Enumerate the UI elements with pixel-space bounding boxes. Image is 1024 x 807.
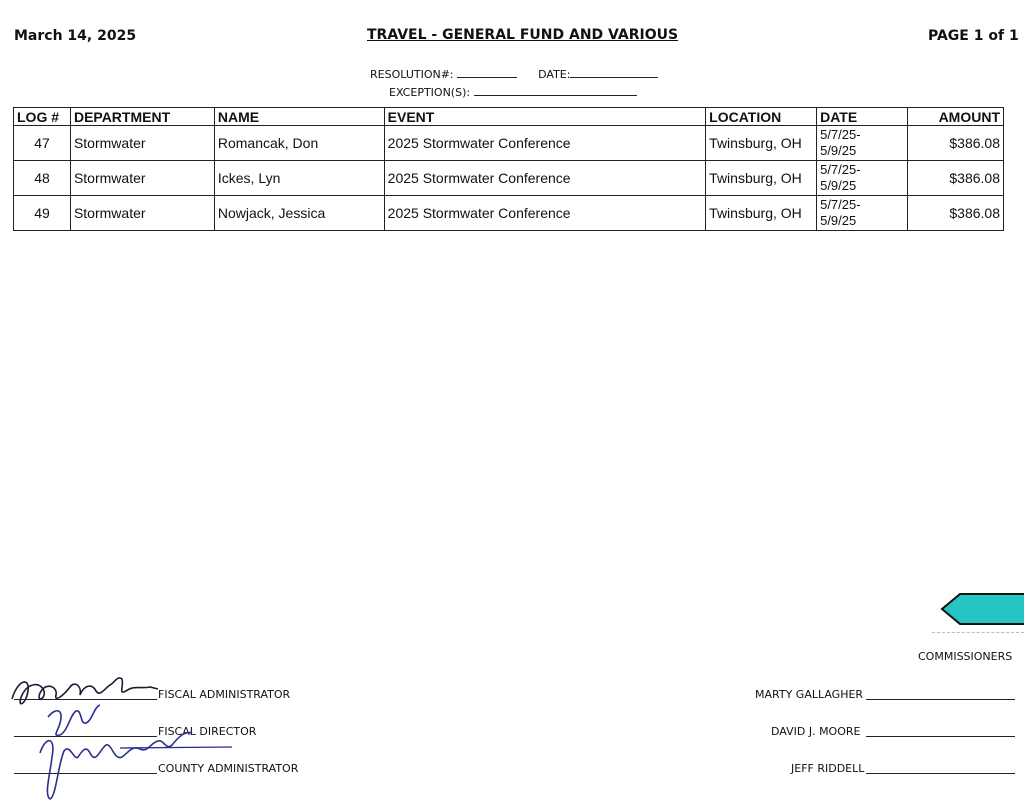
date-start: 5/7/25- <box>820 162 861 177</box>
label-fiscal-administrator: FISCAL ADMINISTRATOR <box>158 688 291 701</box>
col-header-location: LOCATION <box>706 108 817 126</box>
cell-date <box>817 126 908 161</box>
label-jeff-riddell: JEFF RIDDELL <box>791 762 865 775</box>
cell-date <box>817 196 908 231</box>
cell-amount: $386.08 <box>908 196 1004 231</box>
table-row <box>14 196 1004 231</box>
date-start: 5/7/25- <box>820 127 861 142</box>
col-header-name: NAME <box>214 108 384 126</box>
label-marty-gallagher: MARTY GALLAGHER <box>755 688 864 701</box>
exceptions-line <box>389 84 637 99</box>
cell-event: 2025 Stormwater Conference <box>384 126 706 161</box>
col-header-event: EVENT <box>384 108 706 126</box>
cell-date <box>817 161 908 196</box>
date-end: 5/9/25 <box>820 213 857 228</box>
label-david-moore: DAVID J. MOORE <box>771 725 861 738</box>
document-date: March 14, 2025 <box>14 28 137 44</box>
resolution-label: RESOLUTION#: <box>370 68 454 81</box>
col-header-date: DATE <box>817 108 908 126</box>
handwritten-signatures <box>0 665 240 805</box>
date-start: 5/7/25- <box>820 197 861 212</box>
resolution-blank <box>457 66 517 78</box>
signature-line-marty-gallagher <box>866 699 1015 700</box>
exceptions-blank <box>474 84 637 96</box>
table-header-row <box>14 108 1004 126</box>
cell-log: 47 <box>14 126 71 161</box>
col-header-amount: AMOUNT <box>908 108 1004 126</box>
label-fiscal-director: FISCAL DIRECTOR <box>158 725 257 738</box>
cell-name: Ickes, Lyn <box>214 161 384 196</box>
commissioners-label: COMMISSIONERS <box>918 650 1013 663</box>
table-row <box>14 126 1004 161</box>
cell-log: 49 <box>14 196 71 231</box>
col-header-log: LOG # <box>14 108 71 126</box>
cell-location: Twinsburg, OH <box>706 196 817 231</box>
travel-table <box>13 107 1004 231</box>
tab-guide-line <box>932 632 1024 633</box>
cell-name: Romancak, Don <box>214 126 384 161</box>
cell-amount: $386.08 <box>908 126 1004 161</box>
exceptions-label: EXCEPTION(S): <box>389 86 471 99</box>
table-row <box>14 161 1004 196</box>
resolution-line <box>370 66 658 81</box>
col-header-department: DEPARTMENT <box>70 108 214 126</box>
cell-log: 48 <box>14 161 71 196</box>
cell-event: 2025 Stormwater Conference <box>384 161 706 196</box>
cell-department: Stormwater <box>70 196 214 231</box>
cell-department: Stormwater <box>70 126 214 161</box>
signature-county-administrator-icon <box>40 733 192 800</box>
signature-fiscal-director-icon <box>48 705 100 735</box>
signature-line-jeff-riddell <box>866 773 1015 774</box>
cell-location: Twinsburg, OH <box>706 126 817 161</box>
signature-fiscal-administrator-icon <box>12 678 158 704</box>
date-end: 5/9/25 <box>820 143 857 158</box>
signature-line-david-moore <box>866 736 1015 737</box>
cell-location: Twinsburg, OH <box>706 161 817 196</box>
date-label: DATE: <box>538 68 571 81</box>
label-county-administrator: COUNTY ADMINISTRATOR <box>158 762 299 775</box>
cell-name: Nowjack, Jessica <box>214 196 384 231</box>
date-blank <box>570 66 658 78</box>
cell-event: 2025 Stormwater Conference <box>384 196 706 231</box>
teal-tab-arrow-icon <box>940 592 1024 626</box>
cell-amount: $386.08 <box>908 161 1004 196</box>
cell-department: Stormwater <box>70 161 214 196</box>
document-title: TRAVEL - GENERAL FUND AND VARIOUS <box>367 27 679 43</box>
page-number: PAGE 1 of 1 <box>928 28 1019 44</box>
date-end: 5/9/25 <box>820 178 857 193</box>
